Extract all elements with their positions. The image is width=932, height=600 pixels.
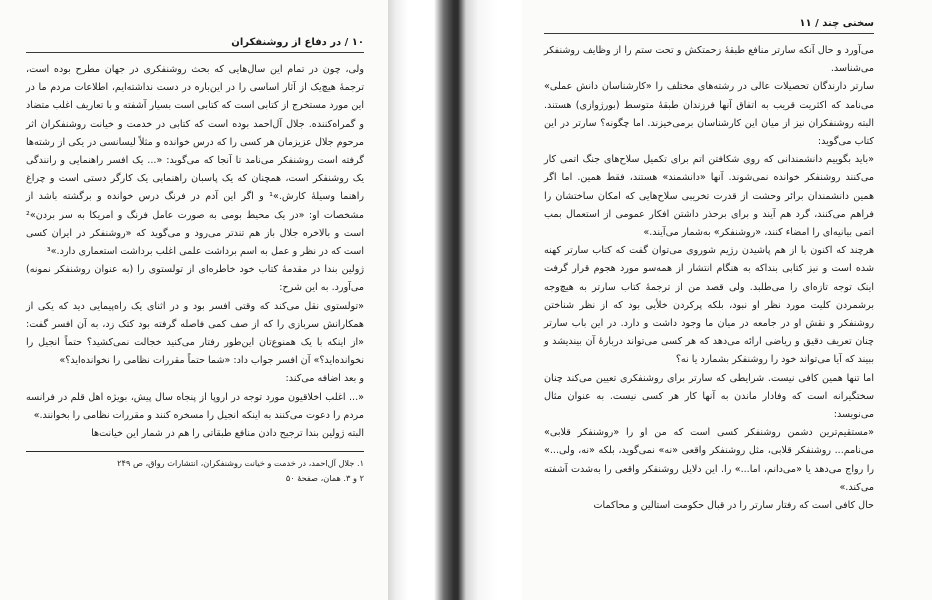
right-paragraph-6: «مستقیم‌ترین دشمن روشنفکر کسی است که من او را «روشنفکر قلابی» می‌نامم... روشنفکر قلابی، مثل روشنفکر واقعی «نه» نمی‌گوید، بلکه «نه، ولی...» را رواج می‌دهد یا «می‌دانم، اما...» را. این دلایل روشنفکر واقعی را به‌شدت آشفته می‌کند.» [544,427,874,493]
left-paragraph-4: و بعد اضافه می‌کند: [285,373,364,385]
left-page [0,0,388,600]
right-paragraph-3: «باید بگوییم دانشمندانی که روی شکافتن اتم برای تکمیل سلاح‌های جنگ اتمی کار می‌کنند روشنفکر خوانده نمی‌شوند. آنها «دانشمند» هستند، فقط همین. اما اگر همین دانشمندان برائر وحشت از قدرت تخریبی سلاح‌هایی که امکان ساختشان را فراهم می‌کنند، گرد هم آیند و برای برحذر داشتن افکار عمومی از استعمال بمب اتمی بیانیه‌ای را امضاء کنند، «روشنفکر» به‌شمار می‌آیند.» [544,154,874,239]
footnote-2: ۲ و ۳. همان، صفحهٔ ۵۰ [285,473,364,484]
right-paragraph-1: می‌آورد و حال آنکه سارتر منافع طبقهٔ زحمتکش و تحت ستم را از وظایف روشنفکر می‌شناسد. [544,45,874,75]
right-paragraph-4: هرچند که اکنون با از هم پاشیدن رژیم شوروی می‌توان گفت که کتاب سارتر کهنه شده است و نیز کتابی بنداکه به هنگام انتشار از همه‌سو مورد هجوم قرار گرفت اینک توجه تازه‌ای را می‌طلبد. ولی قصد من از ترجمهٔ کتاب سارتر به هیچ‌وجه برشمردن کلیت مورد نظر او نبود، بلکه پرکردن خلأیی بود که از نظر شناختن روشنفکر و نقش او در جامعه در میان ما وجود داشت و دارد. در این باب سارتر چنان تعریف دقیق و ریاضی ارائه می‌دهد که هر کسی می‌تواند دربارهٔ آن بیندیشد و ببیند که آیا می‌تواند خود را روشنفکر بشمارد یا نه؟ [544,245,874,366]
right-running-head: سخنی چند / ۱۱ [544,17,874,34]
right-paragraph-7: حال کافی است که رفتار سارتر را در قبال حکومت استالین و محاکمات [593,500,874,512]
footnote-1: ۱. جلال آل‌احمد، در خدمت و خیانت روشنفکران، انتشارات رواق، ص ۲۴۹ [117,458,364,469]
left-paragraph-2: ژولین بندا در مقدمهٔ کتاب خود خاطره‌ای از تولستوی را (به عنوان روشنفکر نمونه) می‌آورد. به این شرح: [26,264,364,294]
book-gutter [388,0,522,600]
left-paragraph-5: «... اغلب اخلاقیون مورد توجه در اروپا از پنجاه سال پیش، بویژه اهل قلم در فرانسه مردم را دعوت می‌کنند به اینکه انجیل را مسخره کنند و مقررات نظامی را بخوانند.» [26,391,364,421]
footnote-divider [26,451,364,452]
left-paragraph-3: «تولستوی نقل می‌کند که وقتی افسر بود و در اثنای یک راه‌پیمایی دید که یکی از همکارانش سربازی را که از صف کمی فاصله گرفته بود کتک زد، به آن افسر گفت: «از اینکه با یک همنوع‌تان این‌طور رفتار می‌کنید خجالت نمی‌کشید؟ حتماً انجیل را نخوانده‌اید؟» آن افسر جواب داد: «شما حتماً مقررات نظامی را نخوانده‌اید؟» [26,300,364,367]
left-running-head: ۱۰ / در دفاع از روشنفکران [26,36,364,53]
right-paragraph-2: سارتر دارندگان تحصیلات عالی در رشته‌های مختلف را «کارشناسان دانش عملی» می‌نامد که اکثریت قریب به اتفاق آنها فرزندان طبقهٔ متوسط (بورژوازی) هستند. البته روشنفکران نیز از میان این کارشناسان برمی‌خیزند. اما چگونه؟ سارتر در این کتاب می‌گوید: [544,81,874,148]
left-paragraph-6: البته ژولین بندا ترجیح دادن منافع طبقاتی را هم در شمار این خیانت‌ها [91,428,364,440]
left-paragraph-1: ولی، چون در تمام این سال‌هایی که بحث روشنفکری در جهان مطرح بوده است، ترجمهٔ هیچ‌یک از آثار اساسی را در این‌باره در دست نداشته‌ایم، اطلاعات مردم ما در این مورد مستخرج از کتابی است که کتابی است بسیار آشفته و با تعاریف اغلب متضاد و گمراه‌کننده. جلال آل‌احمد بوده است که کتابی در خدمت و خیانت روشنفکران اثر مرحوم جلال عزیزمان هر کسی را که درس خوانده و مثلاً لیسانسی در یکی از رشته‌ها گرفته است روشنفکر می‌نامد تا آنجا که می‌گوید: «... یک افسر راهنمایی و رانندگی یک روشنفکر است، همچنان که یک پاسبان راهنمایی یک کارگر دستی است و چراغ راهنما وسیلهٔ کارش.»¹ و اگر این آدم در فرنگ درس خوانده و برگشته باشد از مشخصات او: «در یک محیط بومی به صورت عامل فرنگ و امریکا به سر بردن»² است و بالاخره جلال باز هم تندتر می‌رود و می‌گوید که «روشنفکر در ایران کسی است که در نظر و عمل به اسم برداشت علمی اغلب برداشت استعماری دارد.»³ [26,64,364,258]
right-page [522,0,932,600]
right-paragraph-5: اما تنها همین کافی نیست. شرایطی که سارتر برای روشنفکری تعیین می‌کند چنان سختگیرانه است که وفادار ماندن به آنها کار هر کسی نیست. به عنوان مثال می‌نویسد: [544,372,874,421]
